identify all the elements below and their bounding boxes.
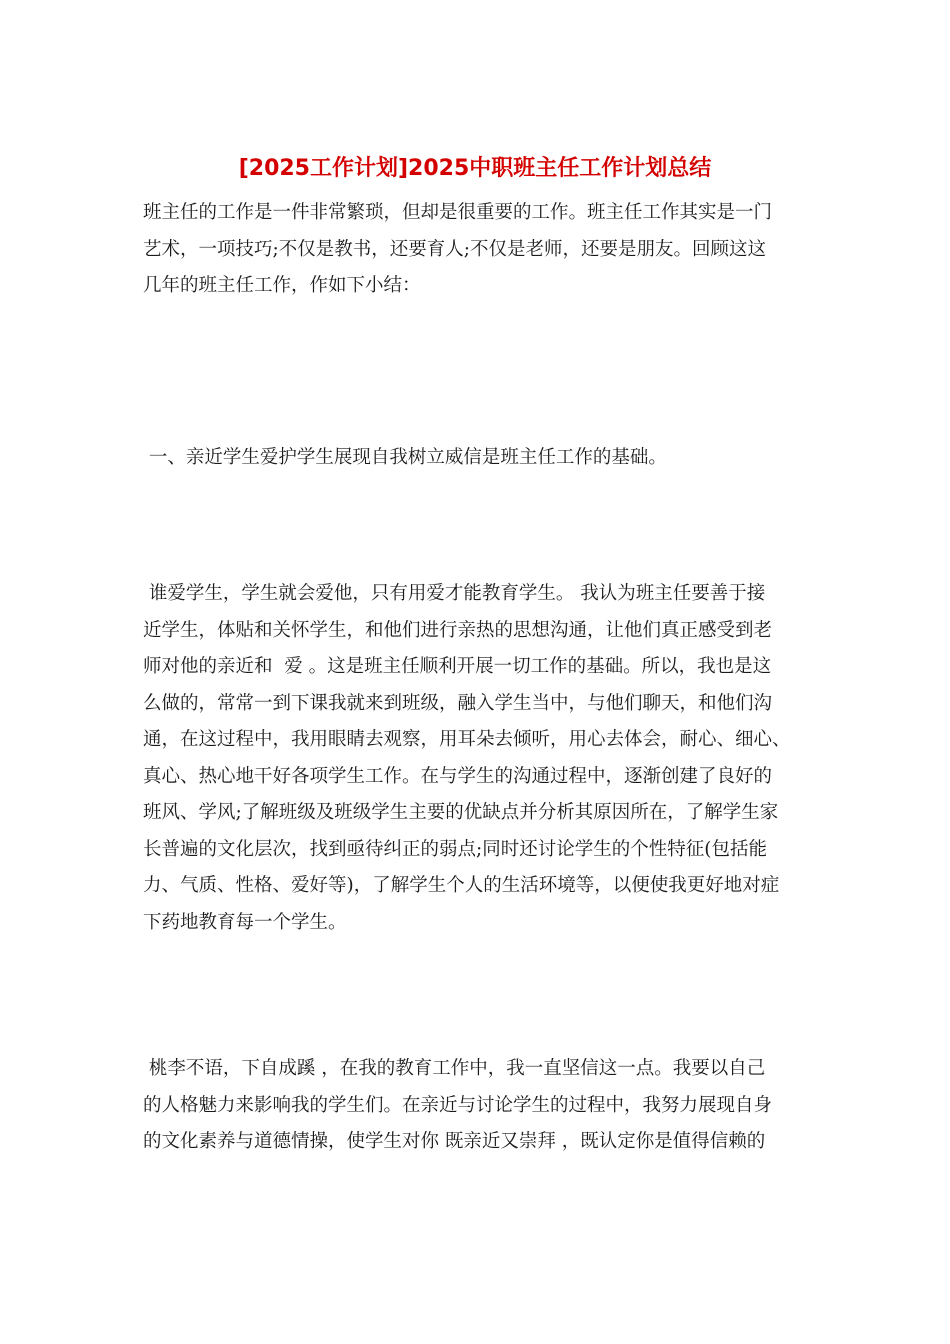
text-line: 真心、热心地干好各项学生工作。在与学生的沟通过程中，逐渐创建了良好的: [143, 765, 773, 787]
text-line: 的人格魅力来影响我的学生们。在亲近与讨论学生的过程中，我努力展现自身: [143, 1094, 773, 1116]
text-line: 的文化素养与道德情操，使学生对你 既亲近又崇拜 ，既认定你是值得信赖的: [143, 1131, 766, 1152]
text-line: 谁爱学生，学生就会爱他，只有用爱才能教育学生。 我认为班主任要善于接: [143, 583, 766, 604]
section-heading: [143, 440, 808, 477]
text-line: 桃李不语，下自成蹊 ，在我的教育工作中，我一直坚信这一点。我要以自己: [143, 1058, 766, 1079]
intro-paragraph: [143, 195, 808, 305]
body-paragraph: [143, 576, 808, 941]
text-line: 艺术，一项技巧;不仅是教书，还要育人;不仅是老师，还要是朋友。回顾这这: [143, 238, 766, 260]
text-line: 么做的，常常一到下课我就来到班级，融入学生当中，与他们聊天，和他们沟: [143, 692, 773, 714]
text-line: 力、气质、性格、爱好等)，了解学生个人的生活环境等，以便使我更好地对症: [143, 875, 780, 896]
text-line: 近学生，体贴和关怀学生，和他们进行亲热的思想沟通，让他们真正感受到老: [143, 619, 773, 641]
text-line: 几年的班主任工作，作如下小结：: [143, 275, 421, 296]
text-line: 班风、学风;了解班级及班级学生主要的优缺点并分析其原因所在，了解学生家: [143, 802, 779, 823]
section-heading-text: 一、亲近学生爱护学生展现自我树立威信是班主任工作的基础。: [143, 447, 667, 468]
text-line: 通，在这过程中，我用眼睛去观察，用耳朵去倾听，用心去体会，耐心、细心、: [143, 729, 791, 750]
body-paragraph: [143, 1051, 808, 1161]
text-line: 长普遍的文化层次，找到亟待纠正的弱点;同时还讨论学生的个性特征(包括能: [143, 838, 767, 860]
text-line: 师对他的亲近和 爱 。这是班主任顺利开展一切工作的基础。所以，我也是这: [143, 656, 772, 677]
text-line: 班主任的工作是一件非常繁琐，但却是很重要的工作。班主任工作其实是一门: [143, 202, 773, 223]
document-title: [2025工作计划]2025中职班主任工作计划总结: [238, 156, 712, 181]
text-line: 下药地教育每一个学生。: [143, 911, 347, 933]
